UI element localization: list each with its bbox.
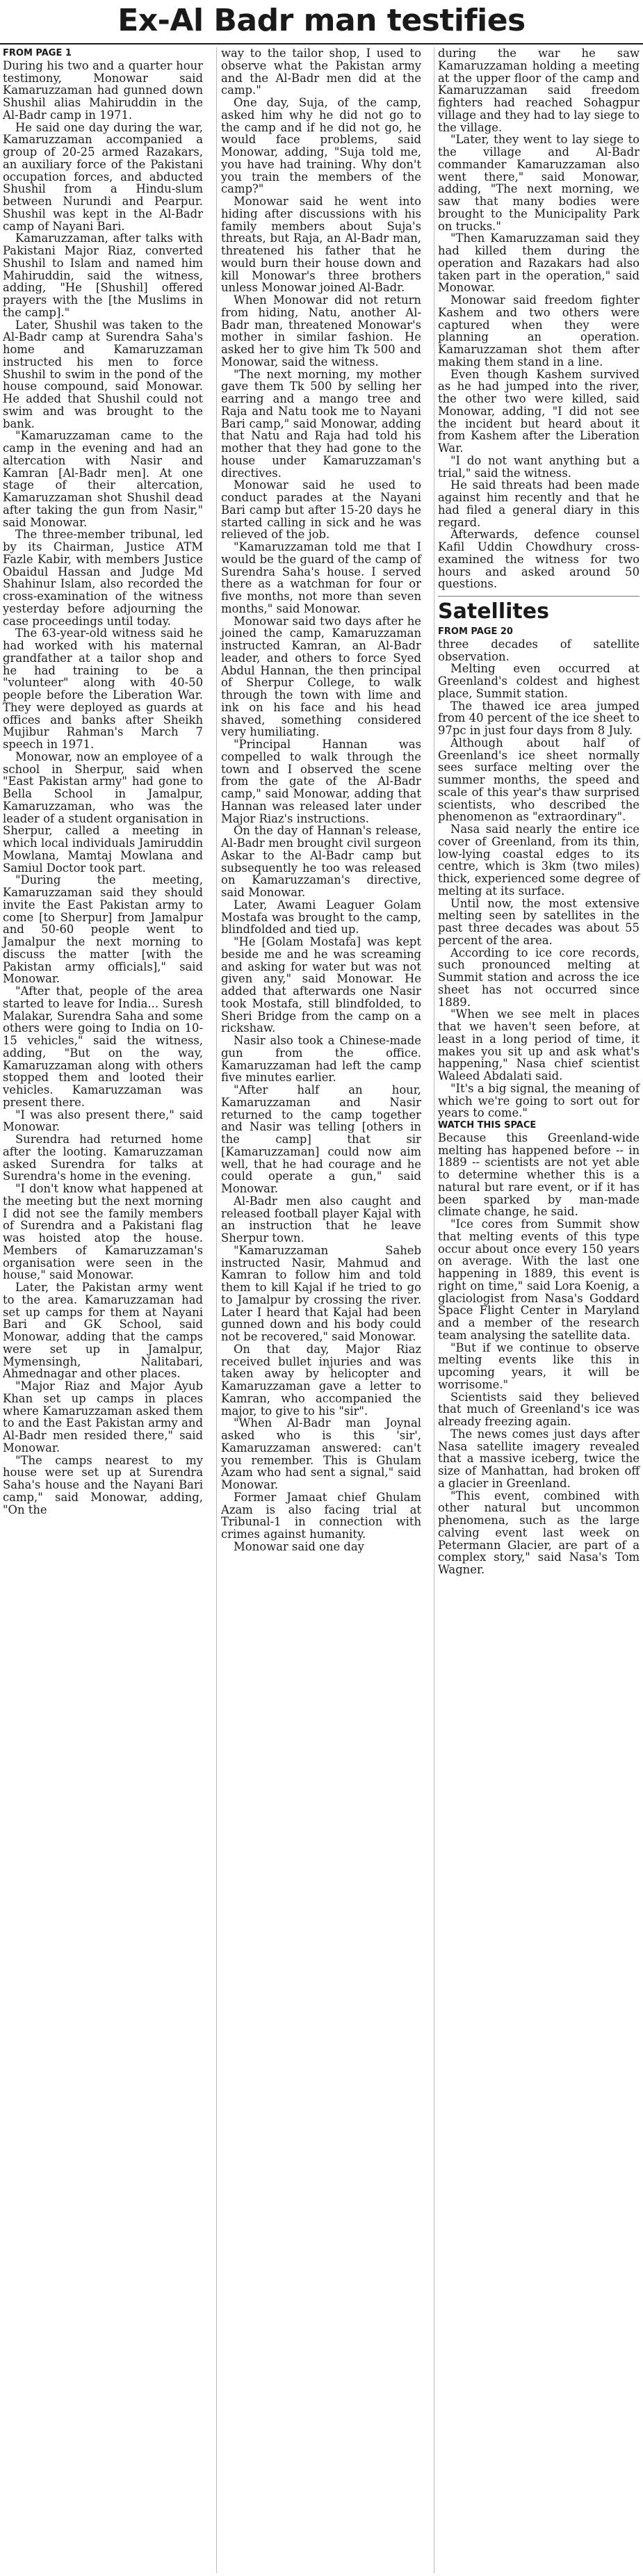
paragraph: during the war he saw Kamaruzzaman holding a meeting at the upper floor of the camp and Kamaruzzaman said freedom fighters had reached Sohagpur village and they had to lay siege to the village.: [438, 47, 640, 134]
paragraph: On that day, Major Riaz received bullet injuries and was taken away by helicopter and Kamaruzzaman gave a letter to Kamran, who accompanied the major, to give to his "sir".: [221, 1342, 421, 1418]
article-column-2: [221, 47, 421, 1553]
paragraph: "This event, combined with other natural but uncommon phenomena, such as the large calving event last week on Petermann Glacier, are part of a complex story," said Nasa's Tom Wagner.: [438, 1489, 640, 1576]
satellites-subhead: WATCH THIS SPACE: [438, 1120, 537, 1131]
paragraph: Even though Kashem survived as he had jumped into the river, the other two were killed, said Monowar, adding, "I did not see the incident but heard about it from Kashem after the Liberation War.: [438, 367, 640, 455]
paragraph: "When Al-Badr man Joynal asked who is this 'sir', Kamaruzzaman answered: can't you remember. This is Ghulam Azam who had sent a signal," said Monowar.: [221, 1416, 421, 1491]
paragraph: Kamaruzzaman, after talks with Pakistani Major Riaz, converted Shushil to Islam and named him Mahiruddin, said the witness, adding, "He [Shushil] offered prayers with the [the Muslims in the camp].": [3, 232, 203, 319]
paragraph: Later, Awami Leaguer Golam Mostafa was brought to the camp, blindfolded and tied up.: [221, 898, 421, 937]
paragraph: three decades of satellite observation.: [438, 637, 640, 663]
paragraph: way to the tailor shop, I used to observe what the Pakistan army and the Al-Badr men did at the camp.": [221, 47, 421, 97]
paragraph: Former Jamaat chief Ghulam Azam is also facing trial at Tribunal-1 in connection with crimes against humanity.: [221, 1490, 421, 1541]
paragraph: Monowar said he went into hiding after discussions with his family members about Suja's threats, but Raja, an Al-Badr man, threatened his father that he would burn their house down and kill Monowar's three brothers unless Monowar joined Al-Badr.: [221, 195, 421, 295]
article-column-3: [438, 47, 640, 1576]
headline-rule: [0, 43, 643, 44]
paragraph: One day, Suja, of the camp, asked him why he did not go to the camp and if he did not go, he would face problems, said Monowar, adding, "Suja told me, you have had training. Why don't you train the members of the camp?": [221, 96, 421, 196]
paragraph: Al-Badr men also caught and released football player Kajal with an instruction that he leave Sherpur town.: [221, 1194, 421, 1245]
column-divider: [216, 47, 217, 2573]
paragraph: "The next morning, my mother gave them Tk 500 by selling her earring and a mango tree and Raja and Natu took me to Nayani Bari camp," said Monowar, adding that Natu and Raja had told his mother that they had gone to the house under Kamaruzzaman's directives.: [221, 367, 421, 480]
paragraph: Nasir also took a Chinese-made gun from the office. Kamaruzzaman had left the camp five minutes earlier.: [221, 1034, 421, 1085]
article-kicker: FROM PAGE 1: [3, 48, 72, 58]
headline: Ex-Al Badr man testifies: [117, 3, 526, 38]
paragraph: Afterwards, defence counsel Kafil Uddin Chowdhury cross-examined the witness for two hours and asked around 50 questions.: [438, 528, 640, 591]
paragraph: "The camps nearest to my house were set up at Surendra Saha's house and the Nayani Bari camp," said Monowar, adding, "On the: [3, 1453, 203, 1516]
paragraph: "Kamaruzzaman Saheb instructed Nasir, Mahmud and Kamran to follow him and told them to kill Kajal if he tried to go to Jamalpur by crossing the river. Later I heard that Kajal had been gunned down and his body could not be recovered," said Monowar.: [221, 1243, 421, 1343]
paragraph: "Major Riaz and Major Ayub Khan set up camps in places where Kamaruzzaman asked them to and the East Pakistan army and Al-Badr men resided there," said Monowar.: [3, 1379, 203, 1455]
paragraph: "I do not want anything but a trial," said the witness.: [438, 453, 640, 480]
paragraph: "After that, people of the area started to leave for India... Suresh Malakar, Surendra Saha and some others were going to India on 10-15 vehicles," said the witness, adding, "But on the way, Kamaruzzaman along with others stopped them and looted their vehicles. Kamaruzzaman was present there.: [3, 985, 203, 1109]
paragraph: "I don't know what happened at the meeting but the next morning I did not see the family members of Surendra and a Pakistani flag was hoisted atop the house. Members of Kamaruzzaman's organisation were seen in the house," said Monowar.: [3, 1182, 203, 1282]
paragraph: "Kamaruzzaman came to the camp in the evening and had an altercation with Nasir and Kamran [Al-Badr men]. At one stage of their altercation, Kamaruzzaman shot Shushil dead after taking the gun from Nasir," said Monowar.: [3, 429, 203, 529]
paragraph: Monowar, now an employee of a school in Sherpur, said when "East Pakistan army" had gone to Bella School in Jamalpur, Kamaruzzaman, who was the leader of a student organisation in Sherpur, called a meeting in which local individuals Jamiruddin Mowlana, Mamtaj Mowlana and Samiul Doctor took part.: [3, 750, 203, 875]
paragraph: "He [Golam Mostafa] was kept beside me and he was screaming and asking for water but was not given any," said Monowar. He added that afterwards one Nasir took Mostafa, still blindfolded, to Sheri Bridge from the camp on a rickshaw.: [221, 935, 421, 1035]
paragraph: Nasa said nearly the entire ice cover of Greenland, from its thin, low-lying coastal edges to its centre, which is 3km (two miles) thick, experienced some degree of melting at its surface.: [438, 823, 640, 898]
paragraph: "But if we continue to observe melting events like this in upcoming years, it will be worrisome.": [438, 1340, 640, 1391]
paragraph: Because this Greenland-wide melting has happened before -- in 1889 -- scientists are not yet able to determine whether this is a natural but rare event, or if it has been sparked by man-made climate change, he said.: [438, 1131, 640, 1219]
paragraph: On the day of Hannan's release, Al-Badr men brought civil surgeon Askar to the Al-Badr camp but subsequently he too was released on Kamaruzzaman's directive, said Monowar.: [221, 824, 421, 899]
paragraph: The news comes just days after Nasa satellite imagery revealed that a massive iceberg, twice the size of Manhattan, had broken off a glacier in Greenland.: [438, 1427, 640, 1490]
paragraph: The 63-year-old witness said he had worked with his maternal grandfather at a tailor shop and he had training to be a "volunteer" along with 40-50 people before the Liberation War. They were deployed as guards at offices and banks after Sheikh Mujibur Rahman's March 7 speech in 1971.: [3, 626, 203, 751]
paragraph: During his two and a quarter hour testimony, Monowar said Kamaruzzaman had gunned down Shushil alias Mahiruddin in the Al-Badr camp in 1971.: [3, 58, 203, 122]
paragraph: Melting even occurred at Greenland's coldest and highest place, Summit station.: [438, 662, 640, 700]
paragraph: "Ice cores from Summit show that melting events of this type occur about once every 150 years on average. With the last one happening in 1889, this event is right on time," said Lora Koenig, a glaciologist from Nasa's Goddard Space Flight Center in Maryland and a member of the research team analysing the satellite data.: [438, 1217, 640, 1342]
paragraph: Scientists said they believed that much of Greenland's ice was already freezing again.: [438, 1390, 640, 1428]
paragraph: When Monowar did not return from hiding, Natu, another Al-Badr man, threatened Monowar's mother in similar fashion. He asked her to give him Tk 500 and Monowar, said the witness.: [221, 293, 421, 368]
paragraph: "Then Kamaruzzaman said they had killed them during the operation and Razakars had also taken part in the operation," said Monowar.: [438, 232, 640, 295]
paragraph: The thawed ice area jumped from 40 percent of the ice sheet to 97pc in just four days from 8 July.: [438, 699, 640, 737]
paragraph: According to ice core records, such pronounced melting at Summit station and across the ice sheet has not occurred since 1889.: [438, 946, 640, 1009]
paragraph: "It's a big signal, the meaning of which we're going to sort out for years to come.": [438, 1081, 640, 1120]
satellites-kicker: FROM PAGE 20: [438, 626, 513, 637]
paragraph: Monowar said two days after he joined the camp, Kamaruzzaman instructed Kamran, an Al-Badr leader, and others to force Syed Abdul Hannan, the then principal of Sherpur College, to walk through the town with lime and ink on his face and his head shaved, something considered very humiliating.: [221, 614, 421, 739]
paragraph: Monowar said he used to conduct parades at the Nayani Bari camp but after 15-20 days he started calling in sick and he was relieved of the job.: [221, 478, 421, 542]
paragraph: Monowar said one day: [234, 1539, 364, 1553]
paragraph: Until now, the most extensive melting seen by satellites in the past three decades was about 55 percent of the area.: [438, 896, 640, 947]
paragraph: "Principal Hannan was compelled to walk through the town and I observed the scene from the gate of the Al-Badr camp," said Monowar, adding that Hannan was released later under Major Riaz's instructions.: [221, 738, 421, 825]
paragraph: Monowar said freedom fighter Kashem and two others were captured when they were planning an operation. Kamaruzzaman shot them after making them stand in a line.: [438, 293, 640, 368]
article-column-1: [3, 47, 203, 1516]
paragraph: "When we see melt in places that we haven't seen before, at least in a long period of time, it makes you sit up and ask what's happening," Nasa chief scientist Waleed Abdalati said.: [438, 1007, 640, 1083]
paragraph: The three-member tribunal, led by its Chairman, Justice ATM Fazle Kabir, with members Justice Obaidul Hassan and Judge Md Shahinur Islam, also recorded the cross-examination of the witness yesterday before adjourning the case proceedings until today.: [3, 528, 203, 628]
paragraph: "Later, they went to lay siege to the village and Al-Badr commander Kamaruzzaman also went there," said Monowar, adding, "The next morning, we saw that many bodies were brought to the Municipality Park on trucks.": [438, 133, 640, 233]
paragraph: Later, the Pakistan army went to the area. Kamaruzzaman had set up camps for them at Nayani Bari and GK School, said Monowar, adding that the camps were set up in Jamalpur, Mymensingh, Nalitabari, Ahmednagar and other places.: [3, 1281, 203, 1381]
paragraph: He said threats had been made against him recently and that he had filed a general diary in this regard.: [438, 478, 640, 529]
paragraph: "Kamaruzzaman told me that I would be the guard of the camp of Surendra Saha's house. I served there as a watchman for four or five months, not more than seven months," said Monowar.: [221, 540, 421, 615]
satellites-headline: Satellites: [438, 596, 640, 624]
paragraph: "During the meeting, Kamaruzzaman said they should invite the East Pakistan army to come [to Sherpur] from Jamalpur and 50-60 people went to Jamalpur the next morning to discuss the matter [with the Pakistan army officials]," said Monowar.: [3, 873, 203, 986]
paragraph: "After half an hour, Kamaruzzaman and Nasir returned to the camp together and Nasir was telling [others in the camp] that sir [Kamaruzzaman] could now aim well, that he had courage and he could operate a gun," said Monowar.: [221, 1083, 421, 1195]
paragraph: He said one day during the war, Kamaruzzaman accompanied a group of 20-25 armed Razakars, an auxiliary force of the Pakistani occupation forces, and abducted Shushil from a Hindu-slum between Nurundi and Pearpur. Shushil was kept in the Al-Badr camp of Nayani Bari.: [3, 120, 203, 233]
paragraph: Later, Shushil was taken to the Al-Badr camp at Surendra Saha's home and Kamaruzzaman instructed his men to force Shushil to swim in the pond of the house compound, said Monowar. He added that Shushil could not swim and was brought to the bank.: [3, 318, 203, 430]
paragraph: Although about half of Greenland's ice sheet normally sees surface melting over the summer months, the speed and scale of this year's thaw surprised scientists, who described the phenomenon as "extraordinary".: [438, 736, 640, 824]
paragraph: Surendra had returned home after the looting. Kamaruzzaman asked Surendra for talks at Surendra's home in the evening.: [3, 1133, 203, 1183]
paragraph: "I was also present there," said Monowar.: [3, 1108, 203, 1134]
